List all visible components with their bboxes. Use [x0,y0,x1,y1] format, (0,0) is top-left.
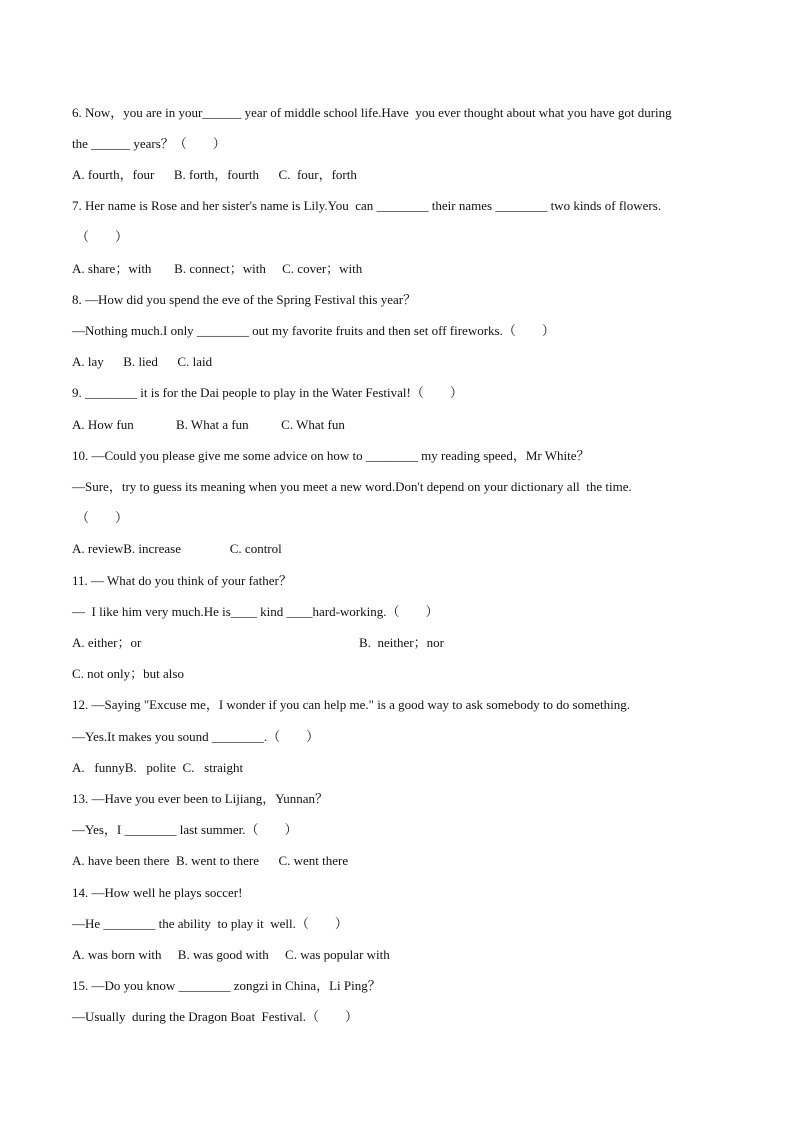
line-q14-text: 14. —How well he plays soccer! [72,885,243,900]
line-q14-answer: —He ________ the ability to play it well.（ ） [72,916,348,931]
line-q10-answer: —Sure，try to guess its meaning when you meet a new word.Don't depend on your dictionary all the time. [72,479,632,494]
line-q8-text: 8. —How did you spend the eve of the Spring Festival this year？ [72,292,417,307]
line-q12-options: A. funnyB. polite C. straight [72,760,244,775]
line-q13-options: A. have been there B. went to there C. went there [72,853,349,868]
line-q12-answer: —Yes.It makes you sound ________.（ ） [72,729,320,744]
line-q6-options: A. fourth，four B. forth，fourth C. four，forth [72,167,357,182]
line-q6-cont: the ______ years？（ ） [72,136,226,151]
line-q8-answer: —Nothing much.I only ________ out my favorite fruits and then set off fireworks.（ ） [72,323,555,338]
line-q12-text: 12. —Saying "Excuse me，I wonder if you can help me." is a good way to ask somebody to do something. [72,697,630,712]
line-q7-blank: （ ） [76,229,129,244]
line-q13-text: 13. —Have you ever been to Lijiang，Yunnan？ [72,791,328,806]
line-q10-blank: （ ） [76,510,129,525]
line-q9-text: 9. ________ it is for the Dai people to play in the Water Festival!（ ） [72,385,463,400]
line-q11-text: 11. — What do you think of your father？ [72,573,292,588]
line-q15-answer: —Usually during the Dragon Boat Festival.（ ） [72,1009,358,1024]
line-q10-options: A. reviewB. increase C. control [72,541,282,556]
line-q11-options-c: C. not only；but also [72,666,184,681]
line-q9-options: A. How fun B. What a fun C. What fun [72,417,345,432]
line-q10-text: 10. —Could you please give me some advice on how to ________ my reading speed，Mr White？ [72,448,590,463]
line-q6-text: 6. Now，you are in your______ year of middle school life.Have you ever thought about what you have got during [72,105,672,120]
line-q11-options-ab: A. either；or B. neither；nor [72,635,444,650]
line-q15-text: 15. —Do you know ________ zongzi in China，Li Ping？ [72,978,381,993]
line-q14-options: A. was born with B. was good with C. was popular with [72,947,390,962]
line-q8-options: A. lay B. lied C. laid [72,354,213,369]
line-q7-text: 7. Her name is Rose and her sister's name is Lily.You can ________ their names ________ two kinds of flowers. [72,198,662,213]
line-q11-answer: — I like him very much.He is____ kind ____hard-working.（ ） [72,604,439,619]
line-q13-answer: —Yes，I ________ last summer.（ ） [72,822,298,837]
line-q7-options: A. share；with B. connect；with C. cover；with [72,261,363,276]
